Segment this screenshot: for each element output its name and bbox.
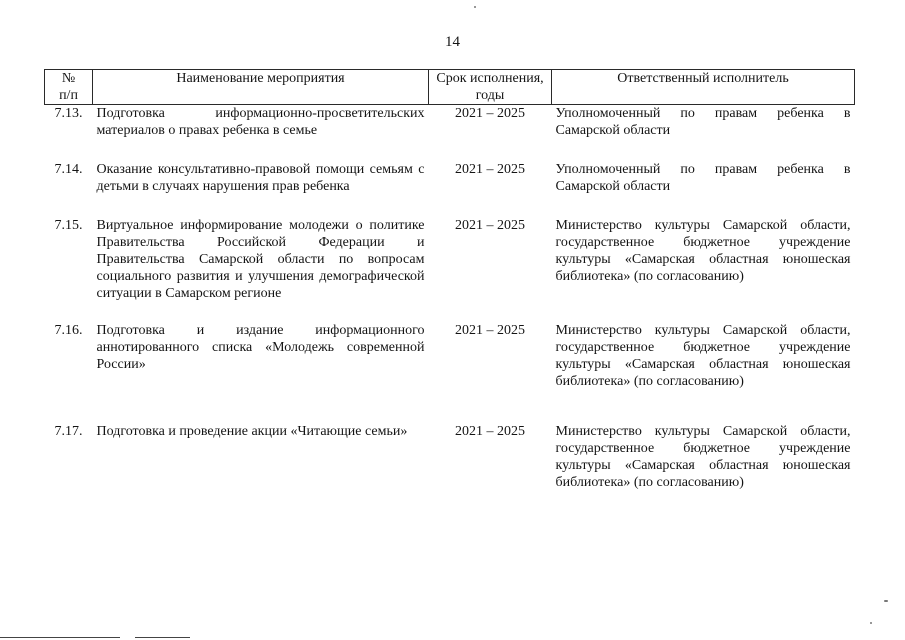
header-number-line1: № [61,71,76,86]
row-number: 7.14. [54,162,83,177]
header-number-line2: п/п [59,88,78,103]
table-row [45,105,855,162]
row-number: 7.13. [54,106,83,121]
scan-speck [870,622,872,624]
row-responsible: Министерство культуры Самарской области, государственное бюджетное учреждение культуры «Самарская областная юношеская библиотека» (по согласованию) [555,424,851,490]
row-activity-name: Подготовка информационно-просветительских материалов о правах ребенка в семье [96,106,425,138]
row-activity-name: Оказание консультативно-правовой помощи семьям с детьми в случаях нарушения прав ребенка [96,162,425,194]
row-responsible: Уполномоченный по правам ребенка в Самарской области [555,162,851,194]
row-activity-name: Подготовка и проведение акции «Читающие семьи» [96,424,408,439]
row-term: 2021 – 2025 [455,424,525,439]
header-term-line2: годы [475,88,505,103]
scan-speck [474,6,476,8]
row-number: 7.16. [54,323,83,338]
row-activity-name: Подготовка и издание информационного аннотированного списка «Молодежь современной России» [96,323,425,372]
table-row [45,423,855,491]
row-term: 2021 – 2025 [455,162,525,177]
scan-speck [884,600,888,602]
row-term: 2021 – 2025 [455,106,525,121]
row-responsible: Министерство культуры Самарской области, государственное бюджетное учреждение культуры «Самарская областная юношеская библиотека» (по согласованию) [555,218,851,284]
header-term-line1: Срок исполнения, [436,71,544,86]
table-row [45,217,855,322]
header-activity-name: Наименование мероприятия [93,70,429,105]
scan-edge-line [0,637,120,638]
row-number: 7.15. [54,218,83,233]
table-row [45,161,855,217]
row-activity-name: Виртуальное информирование молодежи о политике Правительства Российской Федерации и Правительства Самарской области по вопросам социального развития и улучшения демографической ситуации в Самарском регионе [96,218,425,301]
table-row [45,322,855,423]
header-responsible: Ответственный исполнитель [552,70,855,105]
activities-table [44,69,855,491]
row-number: 7.17. [54,424,83,439]
row-term: 2021 – 2025 [455,323,525,338]
header-term [429,70,552,105]
page-number: 14 [445,34,460,50]
row-responsible: Министерство культуры Самарской области, государственное бюджетное учреждение культуры «Самарская областная юношеская библиотека» (по согласованию) [555,323,851,389]
row-term: 2021 – 2025 [455,218,525,233]
header-number [45,70,93,105]
row-responsible: Уполномоченный по правам ребенка в Самарской области [555,106,851,138]
scan-edge-line [135,637,190,638]
table-header-row [45,70,855,105]
